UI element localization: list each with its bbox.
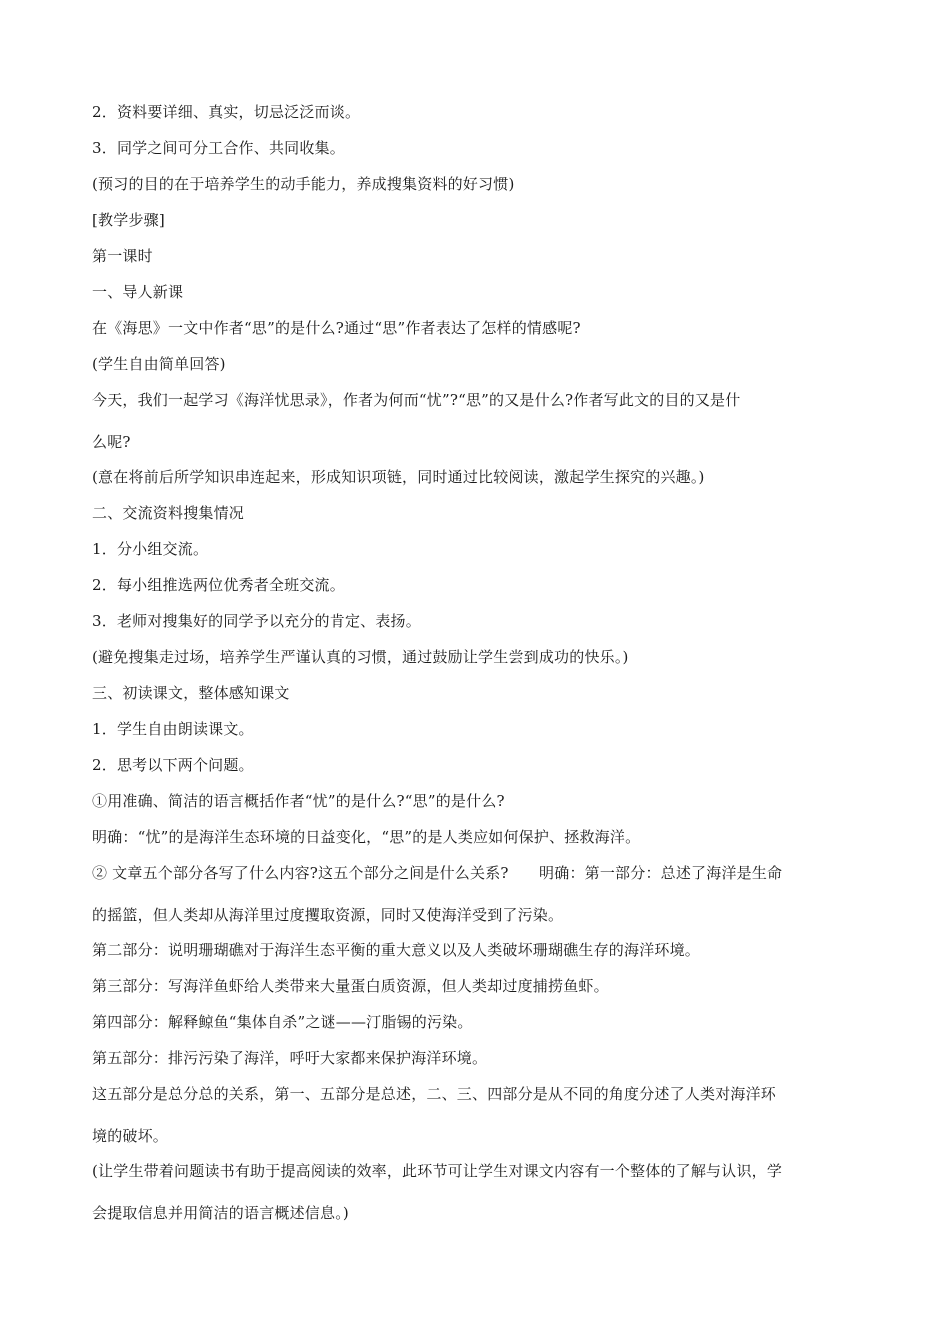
text-line: (避免搜集走过场，培养学生严谨认真的习惯，通过鼓励让学生尝到成功的快乐。) (92, 648, 629, 666)
text-line: 会提取信息并用简洁的语言概述信息。) (92, 1204, 349, 1222)
text-line: 在《海思》一文中作者“思”的是什么?通过“思”作者表达了怎样的情感呢? (92, 319, 581, 337)
text-line: [教学步骤] (92, 211, 165, 229)
text-line: 境的破坏。 (92, 1127, 169, 1145)
text-line: ② 文章五个部分各写了什么内容?这五个部分之间是什么关系? 明确：第一部分：总述了海洋是生命 (92, 864, 783, 882)
section-heading: 一、导人新课 (92, 283, 184, 301)
text-line: 2．每小组推选两位优秀者全班交流。 (92, 576, 345, 594)
text-line: 这五部分是总分总的关系，第一、五部分是总述，二、三、四部分是从不同的角度分述了人类对海洋环 (92, 1085, 777, 1103)
text-line: 明确：“忧”的是海洋生态环境的日益变化，“思”的是人类应如何保护、拯救海洋。 (92, 828, 641, 846)
text-line: 2．资料要详细、真实，切忌泛泛而谈。 (92, 103, 361, 121)
text-line: 第二部分：说明珊瑚礁对于海洋生态平衡的重大意义以及人类破坏珊瑚礁生存的海洋环境。 (92, 941, 701, 959)
text-line: ①用准确、简洁的语言概括作者“忧”的是什么?“思”的是什么? (92, 792, 505, 810)
text-line: 第一课时 (92, 247, 153, 265)
text-line: (意在将前后所学知识串连起来，形成知识项链，同时通过比较阅读，激起学生探究的兴趣。) (92, 468, 705, 486)
text-line: (预习的目的在于培养学生的动手能力，养成搜集资料的好习惯) (92, 175, 515, 193)
text-line: 第四部分：解释鲸鱼“集体自杀”之谜——汀脂锡的污染。 (92, 1013, 473, 1031)
text-line: 2．思考以下两个问题。 (92, 756, 254, 774)
section-heading: 三、初读课文，整体感知课文 (92, 684, 290, 702)
text-line: 今天，我们一起学习《海洋忧思录》，作者为何而“忧”?“思”的又是什么?作者写此文的目的又是什 (92, 391, 741, 409)
text-line: 第三部分：写海洋鱼虾给人类带来大量蛋白质资源，但人类却过度捕捞鱼虾。 (92, 977, 609, 995)
section-heading: 二、交流资料搜集情况 (92, 504, 245, 522)
text-line: 1．学生自由朗读课文。 (92, 720, 254, 738)
text-line: 1．分小组交流。 (92, 540, 209, 558)
text-line: 第五部分：排污污染了海洋，呼吁大家都来保护海洋环境。 (92, 1049, 488, 1067)
text-line: 的摇篮，但人类却从海洋里过度攫取资源，同时又使海洋受到了污染。 (92, 906, 564, 924)
text-line: (学生自由简单回答) (92, 355, 226, 373)
text-line: 3．同学之间可分工合作、共同收集。 (92, 139, 345, 157)
text-line: 3．老师对搜集好的同学予以充分的肯定、表扬。 (92, 612, 421, 630)
text-line: (让学生带着问题读书有助于提高阅读的效率，此环节可让学生对课文内容有一个整体的了解与认识，学 (92, 1162, 783, 1180)
text-line: 么呢? (92, 433, 131, 451)
